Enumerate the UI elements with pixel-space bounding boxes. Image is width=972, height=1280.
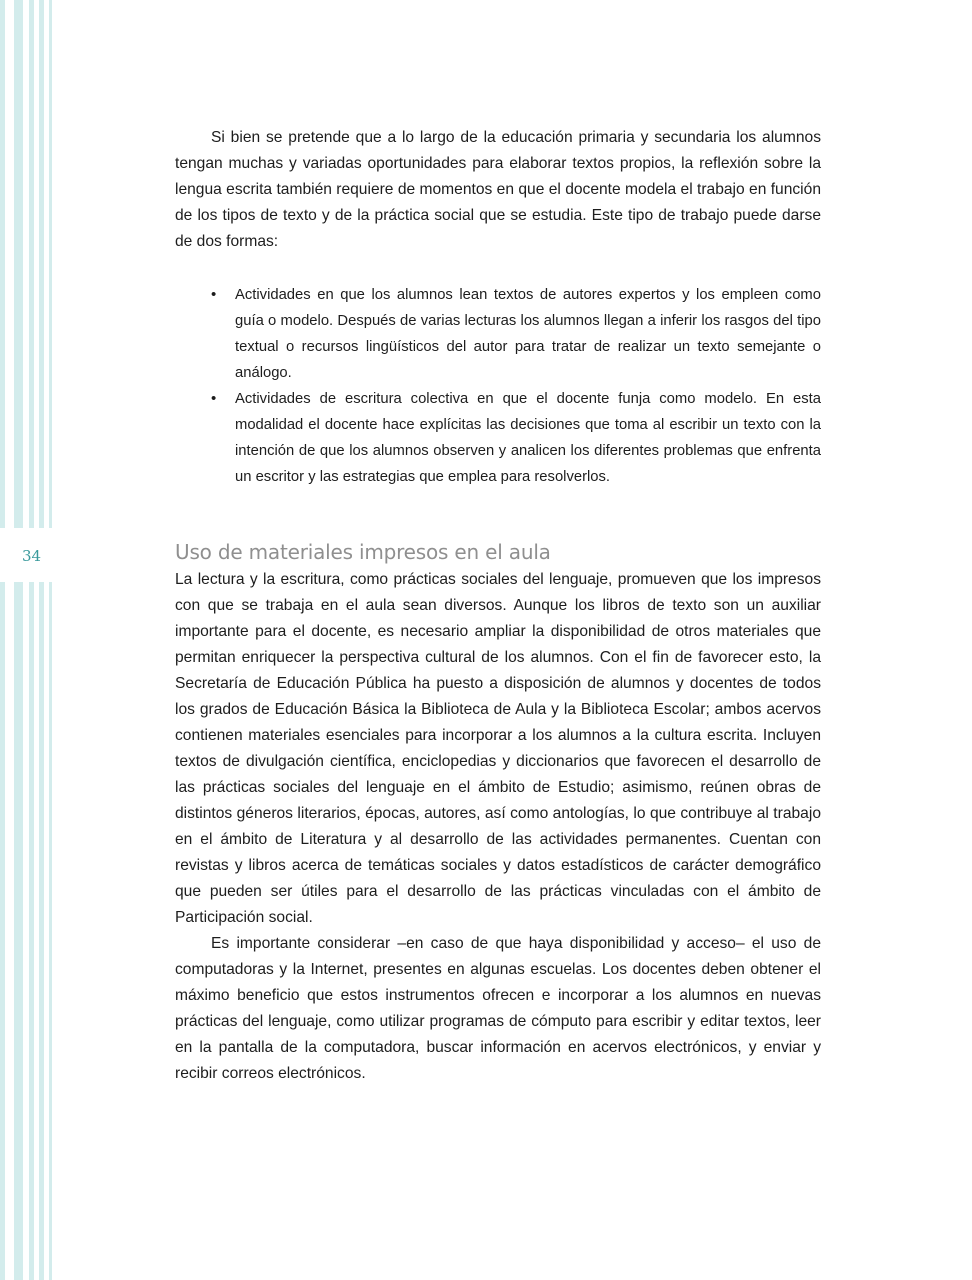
margin-stripe [14,0,23,1280]
bullet-item [175,282,821,386]
margin-stripe [49,0,52,1280]
intro-paragraph: Si bien se pretende que a lo largo de la educación primaria y secundaria los alumnos tengan muchas y variadas oportunidades para elaborar textos propios, la reflexión sobre la lengua escrita también requiere de momentos en que el docente modela el trabajo en función de los tipos de texto y de la práctica social que se estudia. Este tipo de trabajo puede darse de dos formas: [175,129,821,250]
margin-decoration-stripes [0,0,60,1280]
bullet-text: Actividades en que los alumnos lean textos de autores expertos y los empleen como guía o modelo. Después de varias lecturas los alumnos llegan a inferir los rasgos del tipo textual o recursos lingüísticos del autor para tratar de realizar un texto semejante o análogo. [235,287,821,381]
section-paragraph: Es importante considerar –en caso de que haya disponibilidad y acceso– el uso de computadoras y la Internet, presentes en algunas escuelas. Los docentes deben obtener el máximo beneficio que estos instrumentos ofrecen e incorporar a los alumnos en nuevas prácticas del lenguaje, como utilizar programas de cómputo para escribir y editar textos, leer en la pantalla de la computadora, buscar información en acervos electrónicos, y enviar y recibir correos electrónicos. [175,935,821,1082]
page-content [175,125,821,1087]
margin-stripe [29,0,34,1280]
margin-stripe [39,0,44,1280]
section-paragraph: La lectura y la escritura, como prácticas sociales del lenguaje, promueven que los impresos con que se trabaja en el aula sean diversos. Aunque los libros de texto son un auxiliar importante para el docente, es necesario ampliar la disponibilidad de otros materiales que permitan enriquecer la perspectiva cultural de los alumnos. Con el fin de favorecer esto, la Secretaría de Educación Pública ha puesto a disposición de alumnos y docentes de todos los grados de Educación Básica la Biblioteca de Aula y la Biblioteca Escolar; ambos acervos contienen materiales esenciales para incorporar a los alumnos a la cultura escrita. Incluyen textos de divulgación científica, enciclopedias y diccionarios que favorecen el desarrollo de las prácticas sociales del lenguaje en el ámbito de Estudio; asimismo, reúnen obras de distintos géneros literarios, épocas, autores, así como antologías, lo que contribuye al trabajo en el ámbito de Literatura y al desarrollo de las actividades permanentes. Cuentan con revistas y libros acerca de temáticas sociales y datos estadísticos de carácter demográfico que pueden ser útiles para el desarrollo de las prácticas vinculadas con el ámbito de Participación social. [175,571,821,926]
page-number: 34 [22,544,54,568]
bullet-marker: • [211,286,217,303]
bullet-item [175,386,821,490]
section-heading: Uso de materiales impresos en el aula [175,540,551,564]
margin-stripe [0,0,5,1280]
bullet-text: Actividades de escritura colectiva en que el docente funja como modelo. En esta modalidad el docente hace explícitas las decisiones que toma al escribir un texto con la intención de que los alumnos observen y analicen los diferentes problemas que enfrenta un escritor y las estrategias que emplea para resolverlos. [235,391,821,485]
bullet-marker: • [211,390,217,407]
bullet-list [175,282,821,490]
